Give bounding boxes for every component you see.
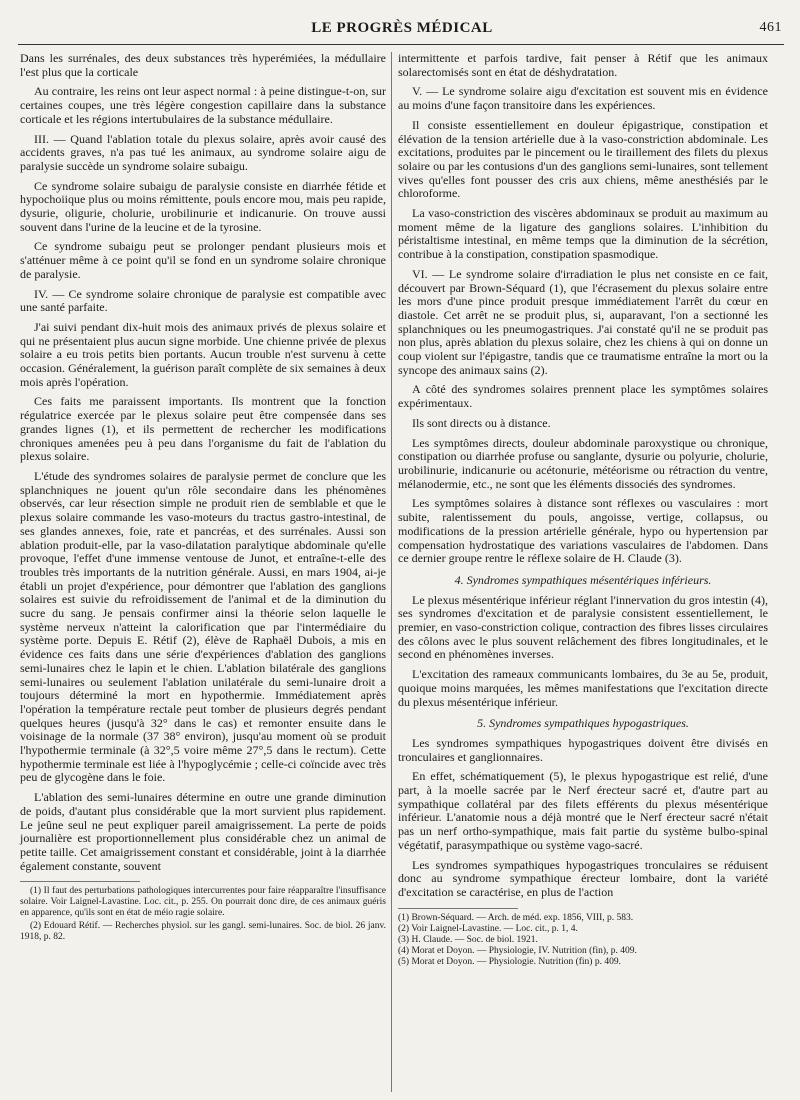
paragraph: Les symptômes solaires à distance sont réflexes ou vasculaires : mort subite, ralentissement du pouls, angoisse, vertige, collapsus, ou modifications de la pression artérielle générale, hypo ou hypertension par compensation hydrostatique des variations vasculaires de l'abdomen. Dans ce dernier groupe rentre le réflexe solaire de H. Claude (3). (398, 496, 768, 566)
section-iii: III. — Quand l'ablation totale du plexus solaire, après avoir causé des accidents graves, n'a pas tué les animaux, au syndrome solaire aigu de paralysie succède un syndrome solaire subaigu. (20, 131, 386, 173)
footnote: (3) H. Claude. — Soc. de biol. 1921. (398, 934, 538, 945)
footnote: (5) Morat et Doyon. — Physiologie. Nutrition (fin) p. 409. (398, 956, 621, 967)
paragraph: L'excitation des rameaux communicants lombaires, du 3e au 5e, produit, quoique moins marquées, les mêmes manifestations que l'excitation directe du plexus mésentérique inférieur. (398, 667, 768, 709)
section-vi: VI. — Le syndrome solaire d'irradiation le plus net consiste en ce fait, découvert par Brown-Séquard (1), que l'écrasement du plexus solaire entre les mors d'une pince produit presque immédiatement l'arrêt du cœur en diastole. Cet arrêt ne se produit plus, si, auparavant, l'on a sectionné les splanchniques ou les pneumogastriques. J'ai constaté qu'il ne se produit pas non plus, après ablation du plexus solaire, chez les chiens à qui on donne un coup violent sur l'épigastre, tandis que ce traumatisme entraîne la mort ou la syncope des animaux sains (2). (398, 266, 768, 377)
footnote-separator (398, 908, 518, 909)
paragraph: Ils sont directs ou à distance. (412, 415, 551, 430)
footnote-separator (20, 881, 140, 882)
footnote: (4) Morat et Doyon. — Physiologie, IV. Nutrition (fin), p. 409. (398, 945, 637, 956)
header-rule (18, 44, 784, 45)
paragraph: Les syndromes sympathiques hypogastriques doivent être divisés en tronculaires et ganglionnaires. (398, 735, 768, 764)
paragraph: L'étude des syndromes solaires de paralysie permet de conclure que les splanchniques ne jouent qu'un rôle secondaire dans les phénomènes observés, car leur résection simple ne produit rien de semblable et que le plexus solaire commande les vaso-moteurs du tractus gastro-intestinal, de ses glandes annexes, foie, rate et pancréas, et des surrénales. Aussi son ablation produit-elle, par la vaso-dilatation paralytique abdominale qu'elle provoque, l'effet d'une immense ventouse de Junot, et entraîne-t-elle des troubles très importants de la nutrition générale. Aussi, en mars 1904, ai-je établi un projet d'expérience, pour démontrer que l'ablation des ganglions solaires est suivie du refroidissement de l'animal et de la diminution du sucre du sang. Je pensais confirmer ainsi la théorie selon laquelle le système nerveux n'atteint la calorification que par l'intermédiaire du système porte. Depuis E. Rétif (2), élève de Raphaël Dubois, a mis en évidence ces faits dans une série d'expériences d'ablation des ganglions semi-lunaires chez le lapin et le chien. L'ablation bilatérale des ganglions semi-lunaires ou seulement l'ablation unilatérale du semi-lunaire droit a toujours déterminé la mort en hypothermie. Immédiatement après l'opération la température rectale peut tomber de plusieurs degrés pendant quelques heures (jusqu'à 32° dans le cas) et remonter ensuite dans le voisinage de la normale (37 38° environ), jusqu'au moment où se produit l'hypothermie terminale (à 32°,5 voire même 27°,5 dans le rectum). Cette hypothermie terminale est liée à l'hypoglycémie ; celle-ci coïncide avec très peu de glycogène dans le foie. (20, 468, 386, 785)
paragraph: Ce syndrome subaigu peut se prolonger pendant plusieurs mois et s'atténuer même à ce point qu'il se fond en un syndrome solaire chronique de paralysie. (20, 239, 386, 281)
subsection-heading-5: 5. Syndromes sympathiques hypogastriques. (477, 716, 689, 731)
subsection-heading-4: 4. Syndromes sympathiques mésentériques inférieurs. (454, 572, 712, 587)
paragraph: Le plexus mésentérique inférieur réglant l'innervation du gros intestin (4), ses syndromes d'excitation et de paralysie consistent essentiellement, le premier, en vaso-constriction colique, contraction des fibres lisses circulaires des côlons avec le plus souvent relâchement des fibres longitudinales, et le second en phénomènes inverses. (398, 592, 768, 662)
paragraph: L'ablation des semi-lunaires détermine en outre une grande diminution de poids, d'autant plus considérable que la mort survient plus rapidement. Le jeûne seul ne peut expliquer pareil amaigrissement. La perte de poids journalière est proportionnellement plus considérable chez un animal de petite taille. Cet amaigrissement constant et considérable, joint à la diarrhée également constante, souvent (20, 790, 386, 873)
page-number: 461 (759, 20, 782, 35)
footnote: (1) Brown-Séquard. — Arch. de méd. exp. 1856, VIII, p. 583. (398, 912, 634, 923)
paragraph: J'ai suivi pendant dix-huit mois des animaux privés de plexus solaire et qui ne présentaient plus aucun signe morbide. Une chienne privée de plexus solaire a eu trois petits bien portants. Aucun trouble n'est survenu à cette occasion. Généralement, la guérison paraît complète de six semaines à deux mois après l'opération. (20, 319, 386, 389)
paragraph: Au contraire, les reins ont leur aspect normal : à peine distingue-t-on, sur certaines coupes, une très légère congestion capillaire dans la substance corticale et les régions intertubulaires de la substance médullaire. (20, 84, 386, 126)
right-column (398, 52, 768, 1100)
paragraph: Il consiste essentiellement en douleur épigastrique, constipation et élévation de la tension artérielle due à la vaso-constriction abdominale. Les excitations, produites par le pincement ou le tiraillement des filets du plexus solaire ou par les contusions d'un des ganglions semi-lunaires, sont tellement vives qu'elles font pousser des cris aux chiens, même anesthésiés par le chloroforme. (398, 117, 768, 201)
paragraph: Ce syndrome solaire subaigu de paralysie consiste en diarrhée fétide et hypochoiique plus ou moins rémittente, pouls encore mou, mais peu rapide, dysurie, oligurie, cholurie, urobilinurie et indicanurie. On trouve aussi souvent dans l'urine de la leucine et de la tyrosine. (20, 178, 386, 234)
column-divider (391, 52, 392, 1092)
paragraph: A côté des syndromes solaires prennent place les symptômes solaires expérimentaux. (398, 382, 768, 411)
paragraph: La vaso-constriction des viscères abdominaux se produit au maximum au moment même de la ligature des ganglions solaires. L'inhibition du péristaltisme intestinal, en même temps que la diminution de la sécrétion, contribue à la constipation, constipation spasmodique. (398, 206, 768, 262)
section-v: V. — Le syndrome solaire aigu d'excitation est souvent mis en évidence au moins d'une façon transitoire dans les expériences. (398, 84, 768, 113)
footnote: (1) Il faut des perturbations pathologiques intercurrentes pour faire réapparaître l'insuffisance solaire. Voir Laignel-Lavastine. Loc. cit., p. 255. On pourrait donc dire, de ces animaux guéris en apparence, qu'ils sont en état de méio ragie solaire. (20, 886, 386, 919)
paragraph: intermittente et parfois tardive, fait penser à Rétif que les animaux solarectomisés sont en état de déshydratation. (398, 51, 768, 79)
paragraph: Les syndromes sympathiques hypogastriques tronculaires se réduisent donc au syndrome sympathique érecteur lombaire, dont la variété d'excitation se caractérise, en plus de l'action (398, 857, 768, 899)
paragraph: Ces faits me paraissent importants. Ils montrent que la fonction régulatrice exercée par le plexus solaire peut être compensée dans ses grandes lignes (1), et ils permettent de rechercher les modifications chroniques amenées peu à peu dans l'organisme du fait de l'ablation du plexus solaire. (20, 394, 386, 464)
paragraph: Dans les surrénales, des deux substances très hyperémiées, la médullaire l'est plus que la corticale (20, 51, 386, 79)
running-header (20, 20, 784, 42)
left-column (20, 52, 386, 1100)
footnote: (2) Voir Laignel-Lavastine. — Loc. cit., p. 1, 4. (398, 923, 578, 934)
journal-title: LE PROGRÈS MÉDICAL (311, 20, 493, 36)
section-iv: IV. — Ce syndrome solaire chronique de paralysie est compatible avec une santé parfaite. (20, 286, 386, 315)
paragraph: En effet, schématiquement (5), le plexus hypogastrique est relié, d'une part, à la moelle sacrée par le Nerf érecteur sacré et, d'autre part au sympathique collatéral par des filets efférents du plexus mésentérique inférieur. L'anatomie nous a déjà montré que le Nerf érecteur sacré n'était pas un nerf ortho-sympathique, mais fait partie du système bulbo-spinal végétatif, parasympathique ou système vago-sacré. (398, 769, 768, 852)
paragraph: Les symptômes directs, douleur abdominale paroxystique ou chronique, constipation ou diarrhée profuse ou sanglante, dysurie ou polyurie, cholurie, urobilinurie, indicanurie ou acétonurie, météorisme ou rétraction du ventre, mélanodermie, etc., ne sont que les éléments dissociés des syndromes. (398, 435, 768, 491)
footnote: (2) Edouard Rétif. — Recherches physiol. sur les gangl. semi-lunaires. Soc. de biol. 26 janv. 1918, p. 82. (20, 921, 386, 943)
